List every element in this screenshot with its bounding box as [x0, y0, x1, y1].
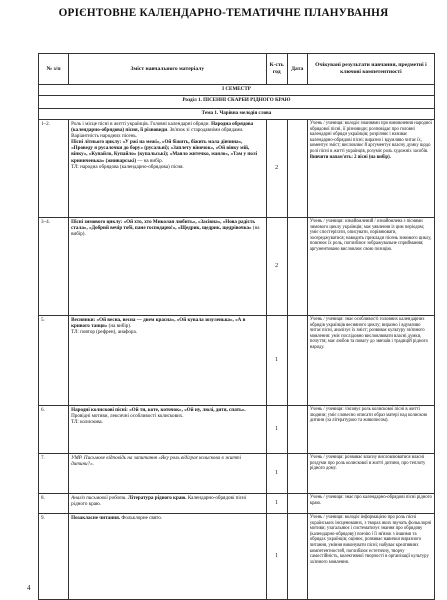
header-hours: К-сть год	[266, 54, 287, 85]
table-row	[39, 120, 435, 218]
row-date	[287, 514, 307, 600]
header-content: Зміст навчального матеріалу	[69, 54, 266, 85]
section-title: Розділ 1. ПІСЕННІ СКАРБИ РІДНОГО КРАЮ	[39, 96, 435, 109]
row-hours: 1	[266, 514, 287, 600]
calendar-plan-table	[38, 53, 435, 600]
semester-row	[39, 85, 435, 96]
table-row	[39, 316, 435, 406]
row-content: Позакласне читання. Фольклорне свято.	[69, 514, 266, 600]
row-number: 6.	[39, 406, 69, 454]
row-date	[287, 406, 307, 454]
row-number: 1–2.	[39, 120, 69, 218]
row-result: Учень / учениця: володіє інформацією про роль пісні українських інсценованих, з творах яких звучать фольклорні мотиви; узагальнює і систематизує знання про обрядову (календарно-обрядову) поезію і її зв'язок з іншими та обрядах українців; оцінює, розвиває навички виразного читання, уміння виконувати пісні; набуває креативних компетентностей, поглиблює естетичну, творчу самостійність, колективної творчості в організації культуру за'язного мовлення.	[307, 514, 434, 600]
row-date	[287, 494, 307, 514]
row-hours: 1	[266, 494, 287, 514]
row-terms: ТЛ: повтор (рефрен), анафора.	[71, 329, 138, 336]
row-date	[287, 120, 307, 218]
row-content: Аналіз письмової роботи. Література рідного краю. Календарно-обрядові пісні рідного краю.	[69, 494, 266, 514]
row-result: Учень / учениця: знає особливості головних календарних обрядів українців весняного циклу; виразно і вдумливо читає пісні, аналізує їх зміст; розвиває культуру зв'язного мовлення: уміє послідовно висловлювати власні думки, почуття; має любов та повагу до звичаїв і традицій рідного народу.	[307, 316, 434, 406]
row-result: Учень / учениця: з'ясовує роль колискової пісні в житті людини; уміє словесно описати образ матері над колискою дитини (за літературою та живописом).	[307, 406, 434, 454]
row-terms: ТЛ: колискова.	[71, 419, 103, 426]
row-number: 7.	[39, 454, 69, 494]
header-results: Очікувані результати навчання, предметні і ключові компетентності	[307, 54, 434, 85]
table-row	[39, 454, 435, 494]
row-content: Народні колискові пісні: «Ой ти, коте, коточок», «Ой ну, люлі, дитя, спать». Провідні мотиви, лексичні особливості колискових. ТЛ: колискова.	[69, 406, 266, 454]
table-row	[39, 514, 435, 600]
row-hours: 2	[266, 120, 287, 218]
row-result: Учень / учениця: розвиває власну висловлюватися власні роздуми про роль колискової в житті дитини, про теплоту рідного дому.	[307, 454, 434, 494]
theme-title: Тема 1. Чарівна мелодія слова	[39, 109, 435, 120]
theme-row	[39, 109, 435, 120]
row-hours: 1	[266, 316, 287, 406]
row-hours: 1	[266, 406, 287, 454]
page-number: 4	[27, 584, 31, 592]
row-content: Роль і місце пісні в житті українців. Головні календарні обряди. Народна обрядова (календарно-обрядова) пісня, її різновиди. Зв'язок зі стародавніми обрядами. Варіантність народних пісень. Пісні літнього циклу: «У ржі на межі», «Ой біжить, біжить мала дівчина», «Проведу я русалочки до бору» (русальні); «Заплету віночок», «Ой вінку мій, вінку», «Купайло, Купайло» (купальські); «Маяло житечко, маяло», «Там у полі криниченька» (жниварські) — на вибір. ТЛ: народна обрядова (календарно-обрядова) пісня.	[69, 120, 266, 218]
row-number: 8.	[39, 494, 69, 514]
header-num: № з/п	[39, 54, 69, 85]
page-title: ОРІЄНТОВНЕ КАЛЕНДАРНО-ТЕМАТИЧНЕ ПЛАНУВАННЯ	[58, 7, 389, 19]
row-content: УМР. Письмове відповідь на запитання «Яку роль відіграє колискова в житті дитини?».	[69, 454, 266, 494]
table-row	[39, 406, 435, 454]
row-content: Пісні зимового циклу: «Ой хто, хто Миколая любить», «Засівна», «Нова радість стала», «Добрий вечір тобі, пане господарю!», «Щедрик, щедрик, щедрівочка» (на вибір).	[69, 218, 266, 316]
header-date: Дата	[287, 54, 307, 85]
row-hours: 1	[266, 454, 287, 494]
row-number: 9.	[39, 514, 69, 600]
row-result: Учень / учениця: знає про календарно-обрядові пісні рідного краю.	[307, 494, 434, 514]
row-number: 5.	[39, 316, 69, 406]
row-result: Учень / учениця: володіє знаннями про виникнення народної обрядової пісні, її різновиди; розповідає про головні календарні обряди українців; розрізняє і називає календарно-обрядові пісні; виразно і вдумливо читає їх, коментує зміст; висловлює й аргументує власну думку щодо ролі пісні в житті українців, розуміє роль художніх засобів. Вивчити напам'ять: 2 пісні (на вибір).	[307, 120, 434, 218]
table-row	[39, 218, 435, 316]
table-row	[39, 494, 435, 514]
row-date	[287, 454, 307, 494]
semester-title: І СЕМЕСТР	[39, 85, 435, 96]
row-hours: 2	[266, 218, 287, 316]
row-content: Веснянки: «Ой весна, весна — днем красна», «Ой кувала зозуленька», «А в кривого танця» (на вибір). ТЛ: повтор (рефрен), анафора.	[69, 316, 266, 406]
row-result: Учень / учениця: ознайомлений / ознайомлена з піснями зимового циклу українців; має уявлення із цим періодом; уміє спостерігати, описувати, порівнювати, зосереджуватися; наводить приклади пісень зимового циклу, пояснює їх роль, поглиблює зображувальне сприймання; аргументовано висловлює свою позицію.	[307, 218, 434, 316]
table-header-row	[39, 54, 435, 85]
row-terms: ТЛ: народна обрядова (календарно-обрядова) пісня.	[71, 163, 184, 170]
row-number: 3–4.	[39, 218, 69, 316]
row-date	[287, 218, 307, 316]
section-row	[39, 96, 435, 109]
row-date	[287, 316, 307, 406]
